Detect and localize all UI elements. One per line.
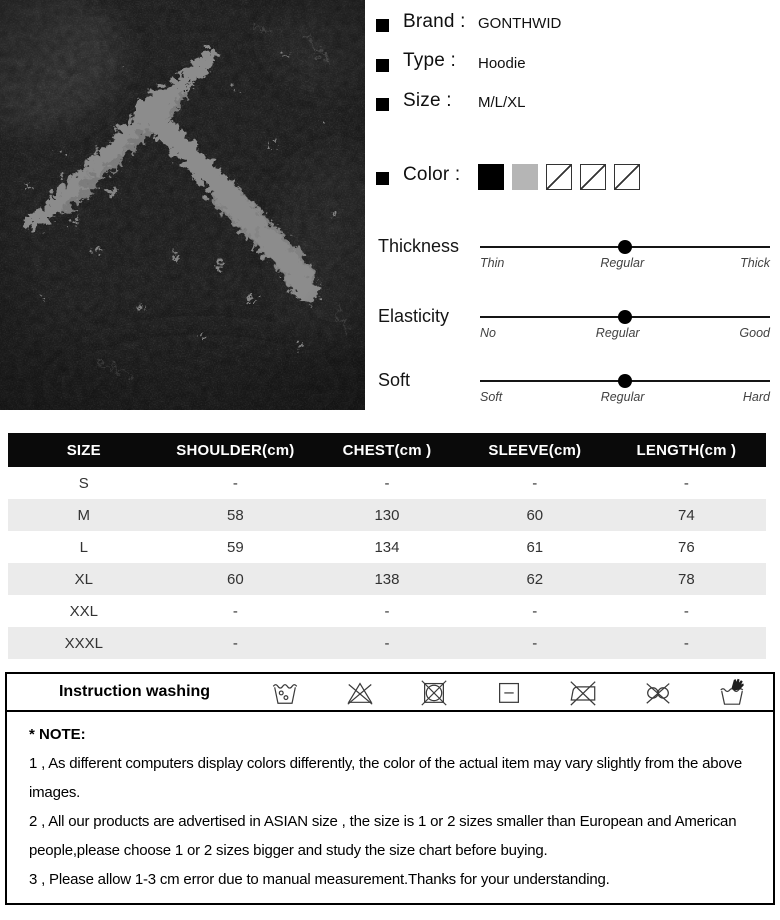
cell: 60 [526,506,544,524]
square-bullet-icon [376,172,389,185]
size-value: M/L/XL [478,94,526,111]
washing-title: Instruction washing [58,683,211,700]
do-not-tumble-dry-icon [419,677,449,707]
note-box [5,710,775,905]
cell: 76 [678,538,695,556]
scale-mid: Regular [600,256,645,270]
cell: 130 [374,506,400,524]
scale-max: Good [739,326,770,340]
square-bullet-icon [376,59,389,72]
cell: - [683,602,689,620]
cell: - [232,602,238,620]
table-row [8,627,766,659]
cell: 58 [227,506,244,524]
cell: 61 [526,538,544,556]
cell: 60 [227,570,244,588]
cell: - [532,634,538,652]
cell: - [532,602,538,620]
note-title: * NOTE: [29,726,86,743]
brand-label: Brand : [403,11,466,32]
hand-wash-icon [717,677,747,707]
product-photo [0,0,365,410]
cell: 138 [374,570,400,588]
brand-value: GONTHWID [478,15,562,32]
col-length: LENGTH(cm ) [607,433,766,467]
slider-dot-icon [618,310,632,324]
col-chest: CHEST(cm ) [311,433,463,467]
table-row [8,563,766,595]
table-header-row [8,433,766,467]
cell: 78 [678,570,695,588]
cell: S [78,474,89,492]
table-row [8,595,766,627]
color-label: Color : [403,164,461,185]
soft-scale [480,390,770,404]
soft-label: Soft [378,370,411,390]
scale-mid: Regular [595,326,640,340]
col-sleeve: SLEEVE(cm) [463,433,607,467]
cell: - [532,474,538,492]
cell: 59 [227,538,244,556]
cell: - [384,634,390,652]
scale-min: No [480,326,496,340]
col-size: SIZE [8,433,160,467]
color-swatch-black [478,164,504,190]
washing-icons [262,677,773,707]
cell: XXL [69,602,98,620]
note-item: 3 , Please allow 1-3 cm error due to manual measurement.Thanks for your understanding. [29,871,610,888]
table-row [8,467,766,499]
scale-max: Thick [740,256,770,270]
note-item: 1 , As different computers display colors differently, the color of the actual item may vary slightly from the above images. [29,755,742,801]
elasticity-slider [480,316,770,318]
color-swatch-crossed [546,164,572,190]
do-not-dry-clean-icon [643,677,673,707]
table-row [8,531,766,563]
color-swatch-gray [512,164,538,190]
thickness-scale [480,256,770,270]
cell: - [683,474,689,492]
cell: XXXL [64,634,103,652]
cell: - [683,634,689,652]
cell: - [232,474,238,492]
table-row [8,499,766,531]
product-info-panel [375,0,780,425]
scale-min: Thin [480,256,505,270]
soft-slider [480,380,770,382]
cell: 62 [526,570,544,588]
color-swatch-crossed [614,164,640,190]
cell: - [232,634,238,652]
cell: 134 [374,538,400,556]
cell: - [384,602,390,620]
cell: L [79,538,88,556]
col-shoulder: SHOULDER(cm) [160,433,312,467]
cell: XL [74,570,93,588]
square-bullet-icon [376,98,389,111]
dry-flat-icon [494,677,524,707]
scale-max: Hard [742,390,770,404]
slider-dot-icon [618,374,632,388]
thickness-label: Thickness [378,236,460,256]
color-swatches [478,164,640,190]
size-chart-table [8,433,766,659]
square-bullet-icon [376,19,389,32]
wash-tub-icon [270,677,300,707]
size-label: Size : [403,90,452,111]
hoodie-cross-print-image [0,0,365,410]
scale-mid: Regular [600,390,645,404]
slider-dot-icon [618,240,632,254]
thickness-slider [480,246,770,248]
cell: - [384,474,390,492]
elasticity-label: Elasticity [378,306,450,326]
washing-instructions-bar [5,672,775,712]
cell: 74 [678,506,695,524]
do-not-bleach-icon [345,677,375,707]
cell: M [77,506,91,524]
type-label: Type : [403,50,456,71]
elasticity-scale [480,326,770,340]
do-not-iron-icon [568,677,598,707]
type-value: Hoodie [478,55,526,72]
scale-min: Soft [480,390,503,404]
note-item: 2 , All our products are advertised in ASIAN size , the size is 1 or 2 sizes smaller than European and American people,please choose 1 or 2 sizes bigger and study the size chart before buying. [29,813,737,859]
color-swatch-crossed [580,164,606,190]
